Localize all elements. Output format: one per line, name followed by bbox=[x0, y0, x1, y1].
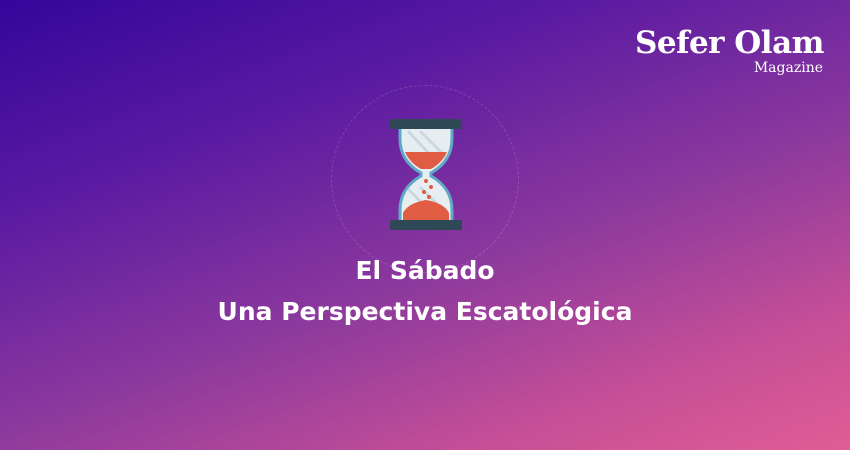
brand-subtitle: Magazine bbox=[753, 60, 823, 76]
title-line-1: El Sábado bbox=[355, 256, 495, 285]
brand-logo bbox=[635, 24, 825, 84]
brand-name: Sefer Olam bbox=[635, 25, 824, 61]
hourglass-icon bbox=[386, 117, 466, 232]
title-line-2: Una Perspectiva Escatológica bbox=[217, 297, 633, 326]
